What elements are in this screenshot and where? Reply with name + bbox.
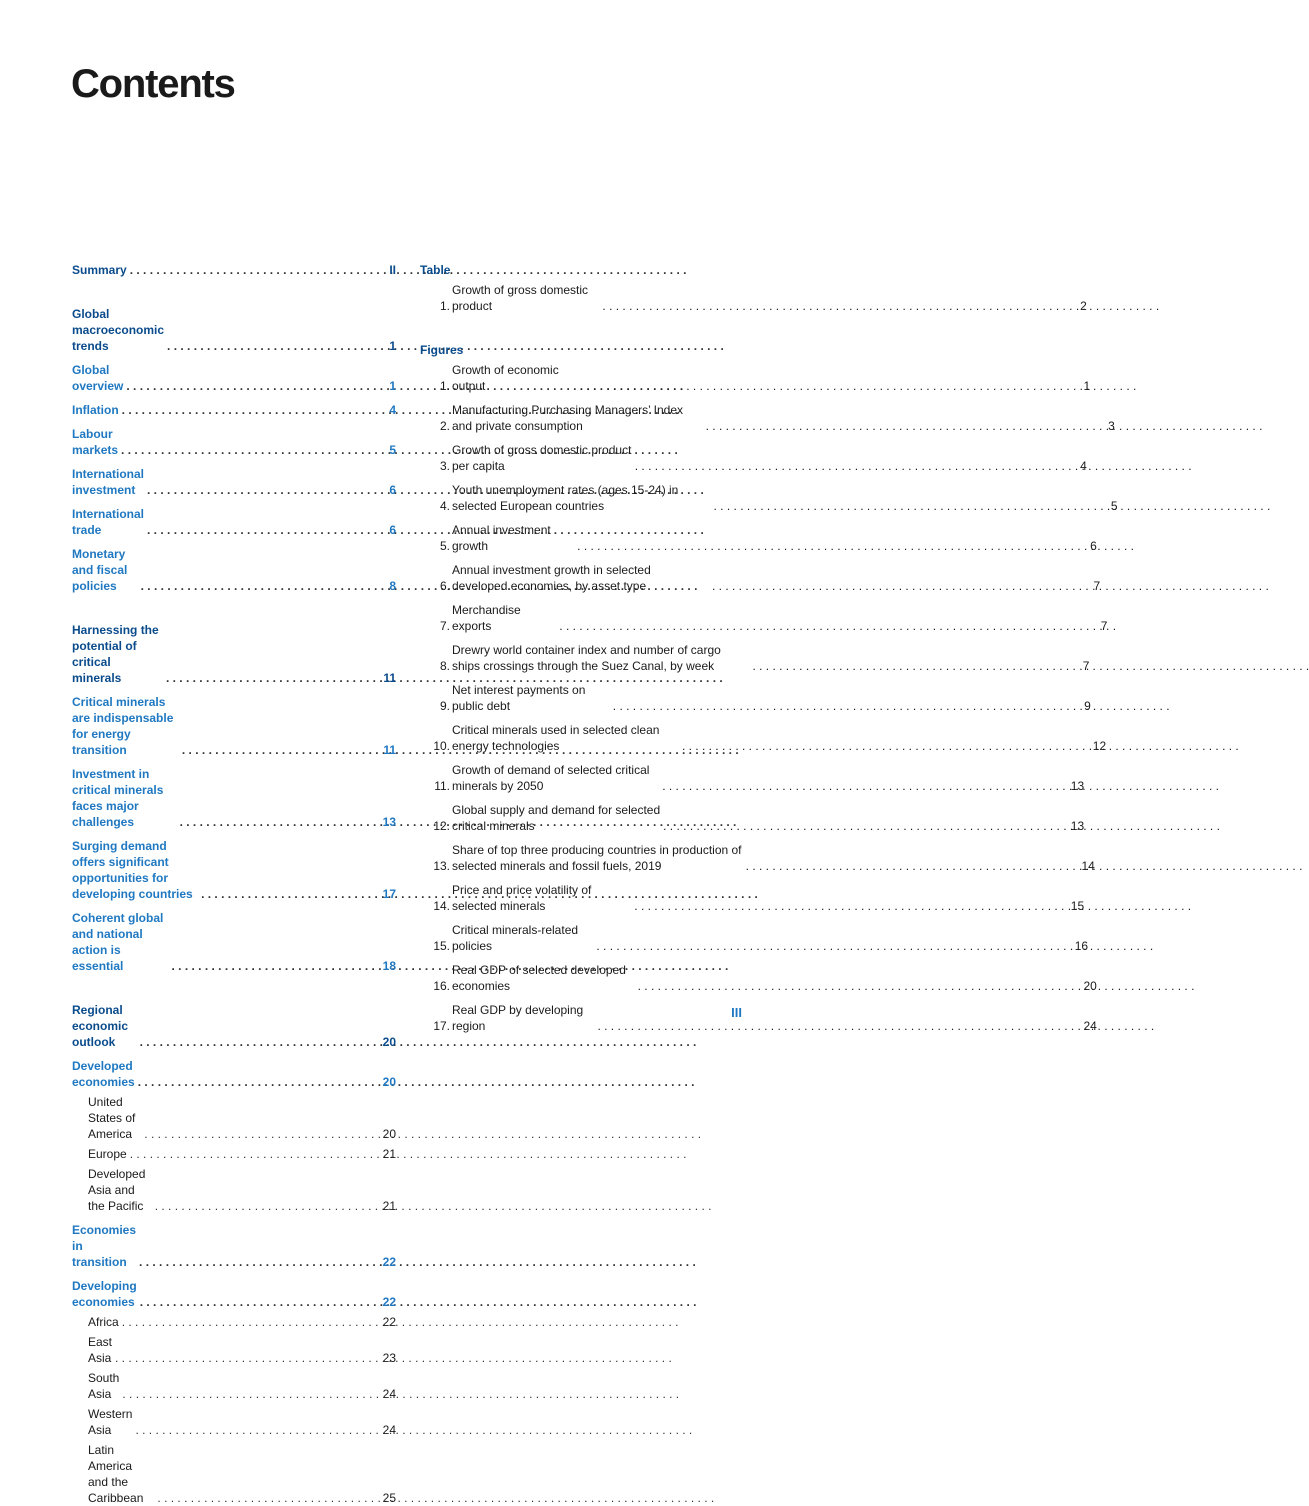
- page-title: Contents: [71, 62, 235, 106]
- entry-label: Critical minerals used in selected clean energy technologies: [452, 723, 660, 753]
- dot-leader: [635, 458, 1060, 474]
- dot-leader: [712, 578, 1073, 594]
- entry-page-number: 3: [1108, 419, 1115, 433]
- figure-entry[interactable]: [420, 962, 1097, 994]
- toc-entry-label: Europe: [88, 1147, 127, 1161]
- dot-leader: [596, 938, 1061, 954]
- toc-entry-investment-challenges[interactable]: [72, 766, 396, 830]
- dot-leader: [130, 1146, 369, 1162]
- entry-label: Annual investment growth: [452, 523, 551, 553]
- contents-chapters: [72, 262, 396, 1506]
- figures-section-label: Figures: [420, 343, 464, 357]
- entry-page-number: 20: [1083, 979, 1097, 993]
- dot-leader: [714, 498, 1091, 514]
- entry-page-number: 24: [1083, 1019, 1097, 1033]
- toc-entry-label: Monetary and fiscal policies: [72, 547, 128, 593]
- toc-page-number: 5: [389, 443, 396, 457]
- toc-entry-international-investment[interactable]: [72, 466, 396, 498]
- entry-page-number: 7: [1093, 579, 1101, 593]
- figure-entry[interactable]: [420, 682, 1091, 714]
- toc-entry-label: Harnessing the potential of critical minerals: [72, 623, 159, 685]
- toc-entry-critical-minerals[interactable]: [72, 622, 396, 686]
- dot-leader: [140, 1034, 369, 1050]
- entry-label: Net interest payments on public debt: [452, 683, 586, 713]
- dot-leader: [121, 442, 369, 458]
- entry-label: Growth of economic output: [452, 363, 559, 393]
- toc-entry-europe[interactable]: [72, 1146, 396, 1162]
- figure-entry[interactable]: [420, 362, 1091, 394]
- dot-leader: [638, 978, 1070, 994]
- toc-entry-developing-economies[interactable]: [72, 1278, 396, 1310]
- figure-entry[interactable]: [420, 522, 1097, 554]
- toc-page-number: 20: [382, 1075, 396, 1089]
- toc-entry-africa[interactable]: [72, 1314, 396, 1330]
- toc-entry-label: Coherent global and national action is essential: [72, 911, 164, 973]
- entry-number: 10.: [433, 739, 450, 753]
- toc-entry-label: Africa: [88, 1315, 119, 1329]
- dot-leader: [122, 1386, 369, 1402]
- toc-page-number: 6: [389, 523, 396, 537]
- dot-leader: [166, 670, 369, 686]
- toc-entry-label: East Asia: [88, 1335, 113, 1365]
- toc-page-number: 11: [383, 671, 396, 685]
- figure-entry[interactable]: [420, 762, 1085, 794]
- toc-page-number: 11: [383, 743, 396, 757]
- toc-entry-label: Regional economic outlook: [72, 1003, 129, 1049]
- toc-entry-economies-in-transition[interactable]: [72, 1222, 396, 1270]
- dot-leader: [597, 1018, 1069, 1034]
- toc-page-number: 22: [382, 1315, 396, 1329]
- toc-page-number: 21: [382, 1199, 396, 1213]
- dot-leader: [126, 378, 369, 394]
- entry-page-number: 7: [1082, 659, 1090, 673]
- dot-leader: [634, 898, 1057, 914]
- figure-entry[interactable]: [420, 922, 1089, 954]
- dot-leader: [155, 1198, 369, 1214]
- toc-entry-label: Economies in transition: [72, 1223, 137, 1269]
- dot-leader: [157, 1490, 369, 1506]
- toc-entry-global-overview[interactable]: [72, 362, 396, 394]
- entry-number: 2.: [439, 419, 450, 433]
- toc-entry-south-asia[interactable]: [72, 1370, 396, 1402]
- toc-entry-label: Latin America and the Caribbean: [88, 1443, 144, 1505]
- entry-page-number: 15: [1070, 899, 1085, 913]
- toc-entry-developed-economies[interactable]: [72, 1058, 396, 1090]
- toc-page-number: 8: [389, 579, 396, 593]
- entry-number: 6.: [439, 579, 450, 593]
- toc-page-number: 24: [382, 1423, 396, 1437]
- toc-page-number: 25: [382, 1491, 396, 1505]
- page-number: III: [731, 1005, 742, 1020]
- toc-entry-label: Investment in critical minerals faces major challenges: [72, 767, 164, 829]
- entry-number: 4.: [439, 499, 450, 513]
- dot-leader: [167, 338, 369, 354]
- dot-leader: [180, 814, 369, 830]
- toc-entry-label: Developed Asia and the Pacific: [88, 1167, 146, 1213]
- entry-label: Annual investment growth in selected developed economies, by asset type: [452, 563, 651, 593]
- dot-leader: [138, 1074, 369, 1090]
- entry-label: Growth of gross domestic product per capita: [452, 443, 632, 473]
- entry-page-number: 13: [1070, 819, 1085, 833]
- entry-label: Youth unemployment rates (ages 15-24) in selected European countries: [452, 483, 679, 513]
- entry-number: 15.: [433, 939, 450, 953]
- dot-leader: [559, 618, 1080, 634]
- toc-entry-global-macroeconomic-trends[interactable]: [72, 306, 396, 354]
- entry-page-number: 7: [1100, 619, 1108, 633]
- figure-entry[interactable]: [420, 882, 1085, 914]
- dot-leader: [613, 698, 1064, 714]
- dot-leader: [144, 1126, 369, 1142]
- toc-entry-indispensable-energy-transition[interactable]: [72, 694, 396, 758]
- figures-list: [420, 362, 1118, 1034]
- dot-leader: [139, 1254, 369, 1270]
- toc-entry-label: United States of America: [88, 1095, 136, 1141]
- entry-number: 9.: [439, 699, 450, 713]
- figure-entry[interactable]: [420, 642, 1090, 674]
- entry-label: Price and price volatility of selected minerals: [452, 883, 592, 913]
- entry-number: 13.: [433, 859, 450, 873]
- dot-leader: [706, 418, 1088, 434]
- toc-page-number: 1: [389, 339, 396, 353]
- toc-entry-label: Western Asia: [88, 1407, 133, 1437]
- toc-entry-usa[interactable]: [72, 1094, 396, 1142]
- entry-page-number: 1: [1083, 379, 1091, 393]
- toc-page-number: 22: [382, 1295, 396, 1309]
- dot-leader: [122, 402, 369, 418]
- toc-entry-label: Developing economies: [72, 1279, 137, 1309]
- entry-number: 12.: [433, 819, 450, 833]
- entry-number: 3.: [439, 459, 450, 473]
- entry-label: Manufacturing Purchasing Managers’ Index and private consumption: [452, 403, 684, 433]
- entry-page-number: 4: [1080, 459, 1087, 473]
- toc-entry-monetary-fiscal-policies[interactable]: [72, 546, 396, 594]
- entry-page-number: 6: [1090, 539, 1097, 553]
- entry-page-number: 2: [1080, 299, 1087, 313]
- dot-leader: [182, 742, 369, 758]
- toc-entry-international-trade[interactable]: [72, 506, 396, 538]
- toc-entry-east-asia[interactable]: [72, 1334, 396, 1366]
- dot-leader: [172, 958, 370, 974]
- toc-page-number: 4: [389, 403, 396, 417]
- toc-page-number: 13: [382, 815, 396, 829]
- entry-page-number: 13: [1070, 779, 1085, 793]
- dot-leader: [115, 1350, 369, 1366]
- toc-page-number: 20: [382, 1127, 396, 1141]
- toc-entry-label: Global macroeconomic trends: [72, 307, 165, 353]
- toc-page-number: 6: [389, 483, 396, 497]
- dot-leader: [662, 778, 1057, 794]
- toc-entry-label: International investment: [72, 467, 145, 497]
- toc-page-number: 17: [382, 887, 396, 901]
- dot-leader: [140, 1294, 369, 1310]
- entry-label: Drewry world container index and number of cargo ships crossings through the Suez Canal, by week: [452, 643, 721, 673]
- dot-leader: [580, 378, 1064, 394]
- dot-leader: [147, 522, 369, 538]
- toc-entry-label: Developed economies: [72, 1059, 135, 1089]
- entry-label: Real GDP of selected developed economies: [452, 963, 626, 993]
- entry-label: Growth of demand of selected critical minerals by 2050: [452, 763, 650, 793]
- toc-page-number: 22: [382, 1255, 396, 1269]
- figure-entry[interactable]: [420, 482, 1118, 514]
- toc-entry-labour-markets[interactable]: [72, 426, 396, 458]
- toc-entry-label: South Asia: [88, 1371, 120, 1401]
- toc-entry-label: Summary: [72, 263, 127, 277]
- entry-number: 1.: [439, 379, 450, 393]
- entry-number: 17.: [433, 1019, 450, 1033]
- entry-number: 8.: [439, 659, 450, 673]
- toc-entry-label: Critical minerals are indispensable for energy transition: [72, 695, 174, 757]
- toc-entry-label: Surging demand offers significant opportunities for developing countries: [72, 839, 193, 901]
- figure-entry[interactable]: [420, 562, 1101, 594]
- dot-leader: [135, 1422, 369, 1438]
- dot-leader: [147, 482, 369, 498]
- dot-leader: [682, 738, 1079, 754]
- entry-number: 5.: [439, 539, 450, 553]
- entry-page-number: 9: [1084, 699, 1091, 713]
- figure-entry[interactable]: [420, 442, 1087, 474]
- figure-entry[interactable]: [420, 722, 1107, 754]
- toc-page-number: 1: [389, 379, 396, 393]
- toc-page-number: 24: [382, 1387, 396, 1401]
- toc-entry-label: International trade: [72, 507, 145, 537]
- toc-page-number: 20: [382, 1035, 396, 1049]
- toc-entry-label: Labour markets: [72, 427, 119, 457]
- toc-page-number: 23: [382, 1351, 396, 1365]
- entry-label: Real GDP by developing region: [452, 1003, 584, 1033]
- dot-leader: [201, 886, 369, 902]
- toc-entry-developed-asia-pacific[interactable]: [72, 1166, 396, 1214]
- contents-tables-figures: [420, 262, 1118, 1034]
- entry-page-number: 16: [1074, 939, 1089, 953]
- entry-label: Critical minerals-related policies: [452, 923, 579, 953]
- dot-leader: [122, 1314, 369, 1330]
- toc-entry-coherent-action[interactable]: [72, 910, 396, 974]
- toc-entry-western-asia[interactable]: [72, 1406, 396, 1438]
- figure-entry[interactable]: [420, 602, 1108, 634]
- entry-number: 16.: [433, 979, 450, 993]
- entry-page-number: 14: [1081, 859, 1095, 873]
- entry-label: Merchandise exports: [452, 603, 521, 633]
- entry-label: Share of top three producing countries in production of selected minerals and fossil fuels, 2019: [452, 843, 742, 873]
- entry-number: 7.: [439, 619, 450, 633]
- toc-entry-surging-demand[interactable]: [72, 838, 396, 902]
- dot-leader: [130, 262, 369, 278]
- entry-number: 11.: [434, 779, 450, 793]
- entry-number: 1.: [439, 299, 450, 313]
- dot-leader: [746, 858, 1068, 874]
- dot-leader: [602, 298, 1059, 314]
- figure-entry[interactable]: [420, 802, 1085, 834]
- dot-leader: [752, 658, 1062, 674]
- toc-page-number: 18: [382, 959, 396, 973]
- table-section-label: Table: [420, 263, 451, 277]
- entry-page-number: 5: [1110, 499, 1118, 513]
- toc-entry-label: Global overview: [72, 363, 124, 393]
- toc-entry-latin-america-caribbean[interactable]: [72, 1442, 396, 1506]
- toc-page-number: 21: [382, 1147, 396, 1161]
- entry-number: 14.: [433, 899, 450, 913]
- dot-leader: [141, 578, 369, 594]
- entry-label: Global supply and demand for selected critical minerals: [452, 803, 661, 833]
- toc-entry-inflation[interactable]: [72, 402, 396, 418]
- dot-leader: [577, 538, 1070, 554]
- toc-entry-label: Inflation: [72, 403, 119, 417]
- entry-page-number: 12: [1092, 739, 1107, 753]
- toc-page-number: II: [389, 263, 396, 277]
- toc-entry-summary[interactable]: [72, 262, 396, 278]
- dot-leader: [663, 818, 1057, 834]
- entry-label: Growth of gross domestic product: [452, 283, 589, 313]
- figure-entry[interactable]: [420, 402, 1115, 434]
- figure-entry[interactable]: [420, 1002, 1097, 1034]
- figure-entry[interactable]: [420, 842, 1095, 874]
- toc-entry-regional-outlook[interactable]: [72, 1002, 396, 1050]
- table-entry[interactable]: [420, 282, 1087, 314]
